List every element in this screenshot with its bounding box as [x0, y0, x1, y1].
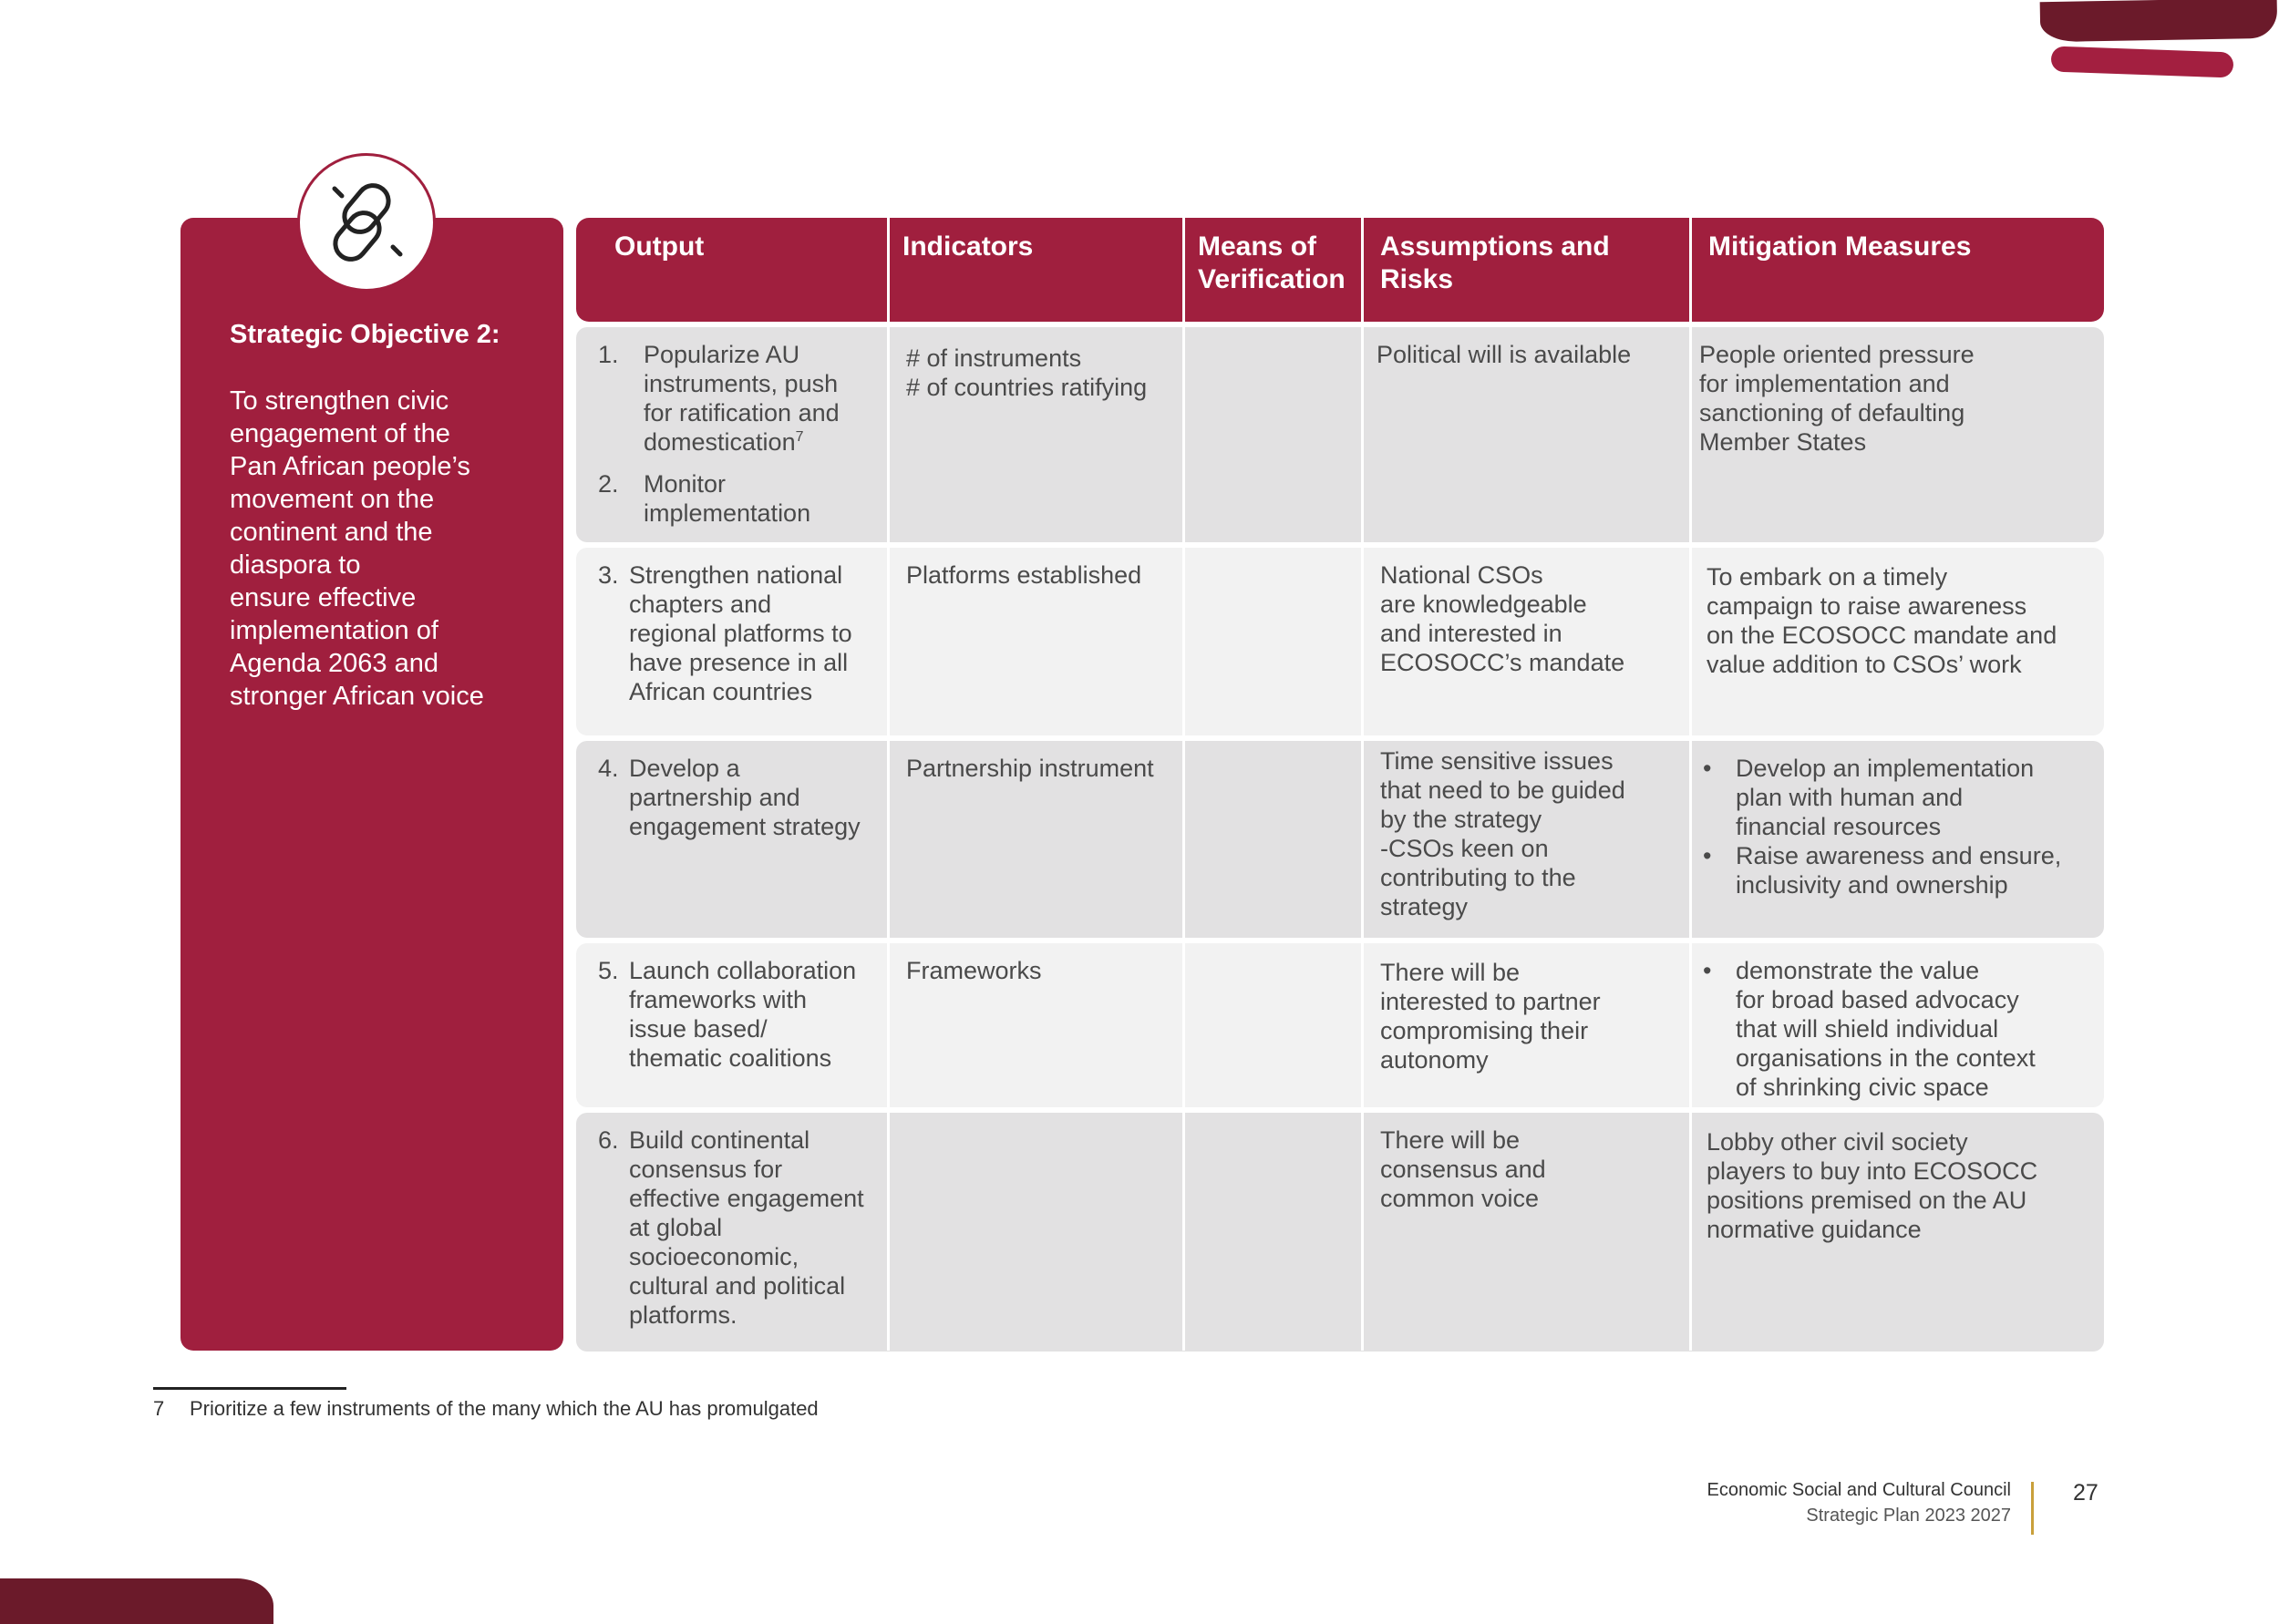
- table-row: [576, 327, 2104, 542]
- mitigation-cell: Lobby other civil society players to buy into ECOSOCC positions premised on the AU normative guidance: [1707, 1128, 2038, 1243]
- chain-link-icon: [297, 153, 436, 292]
- column-divider: [887, 218, 890, 1351]
- mitigation-bullet: Develop an implementation plan with human and financial resources: [1736, 755, 2035, 840]
- assumptions-cell: Political will is available: [1377, 341, 1632, 368]
- footnote-ref: 7: [795, 429, 804, 445]
- brush-stroke-top-red: [2051, 46, 2234, 78]
- indicators-cell: Frameworks: [906, 957, 1042, 984]
- indicators-cell: Platforms established: [906, 561, 1142, 589]
- output-text: [629, 956, 884, 1073]
- output-number: 5.: [598, 957, 619, 984]
- header-indicators: Indicators: [902, 231, 1034, 262]
- footnote-text: Prioritize a few instruments of the many which the AU has promulgated: [190, 1397, 819, 1420]
- objective-panel: [180, 218, 563, 1351]
- column-divider: [1361, 218, 1364, 1351]
- output-text-body: Build continental consensus for effective engagement at global socioeconomic, cultural and political platforms.: [629, 1126, 864, 1329]
- footer-divider: [2031, 1482, 2034, 1535]
- output-number: 4.: [598, 755, 619, 782]
- assumptions-cell: National CSOs are knowledgeable and interested in ECOSOCC’s mandate: [1380, 561, 1625, 676]
- output-text-body: Develop a partnership and engagement strategy: [629, 755, 861, 840]
- header-mitigation-measures: Mitigation Measures: [1708, 231, 1972, 262]
- header-assumptions-and-risks: Assumptions and Risks: [1380, 231, 1610, 294]
- table-row: [576, 548, 2104, 735]
- table-row: [576, 741, 2104, 938]
- output-text: [629, 754, 884, 841]
- bullet-icon: •: [1703, 842, 1712, 869]
- output-text-body: Strengthen national chapters and regional platforms to have presence in all African countries: [629, 561, 852, 705]
- output-text-body: Popularize AU instruments, push for ratification and domestication: [644, 341, 840, 456]
- column-divider: [1182, 218, 1185, 1351]
- output-number: 2.: [598, 470, 619, 498]
- output-text-body: Launch collaboration frameworks with issue based/ thematic coalitions: [629, 957, 857, 1072]
- indicators-cell: # of instruments # of countries ratifying: [906, 344, 1148, 401]
- mitigation-bullet: Raise awareness and ensure, inclusivity and ownership: [1736, 842, 2062, 899]
- output-number: 6.: [598, 1126, 619, 1154]
- output-text: [629, 560, 884, 706]
- assumptions-cell: There will be consensus and common voice: [1380, 1126, 1546, 1212]
- header-output: Output: [614, 231, 705, 262]
- table-row: [576, 1113, 2104, 1352]
- mitigation-bullet: demonstrate the value for broad based advocacy that will shield individual organisations in the context of shrinking civic space: [1736, 957, 2036, 1101]
- output-text: [644, 469, 899, 528]
- footer-org: Economic Social and Cultural Council: [1707, 1480, 2011, 1500]
- footnote-rule: [153, 1387, 346, 1390]
- bullet-icon: •: [1703, 755, 1712, 782]
- brush-stroke-bottom: [0, 1578, 273, 1624]
- objective-text: To strengthen civic engagement of the Pan African people’s movement on the continent and the diaspora to ensure effective implementation of Agenda 2063 and stronger African voice: [230, 386, 484, 711]
- header-means-of-verification: Means of Verification: [1198, 231, 1346, 294]
- footer-plan: Strategic Plan 2023 2027: [1806, 1506, 2011, 1526]
- footnote-number: 7: [153, 1397, 165, 1420]
- mitigation-cell: People oriented pressure for implementation and sanctioning of defaulting Member States: [1699, 341, 1975, 456]
- assumptions-cell: Time sensitive issues that need to be guided by the strategy -CSOs keen on contributing to the strategy: [1380, 747, 1625, 920]
- indicators-cell: Partnership instrument: [906, 755, 1154, 782]
- output-number: 3.: [598, 561, 619, 589]
- brush-stroke-top-dark: [2040, 0, 2278, 42]
- table-header: [576, 218, 2104, 322]
- table-row: [576, 943, 2104, 1107]
- column-divider: [1689, 218, 1692, 1351]
- assumptions-cell: There will be interested to partner compromising their autonomy: [1380, 959, 1601, 1074]
- bullet-icon: •: [1703, 957, 1712, 984]
- output-text: [644, 340, 899, 457]
- objective-title: Strategic Objective 2:: [230, 320, 500, 349]
- mitigation-cell: To embark on a timely campaign to raise awareness on the ECOSOCC mandate and value addition to CSOs’ work: [1707, 563, 2057, 678]
- page-number: 27: [2073, 1480, 2099, 1506]
- output-number: 1.: [598, 341, 619, 368]
- output-text-body: Monitor implementation: [644, 470, 811, 527]
- output-text: [629, 1125, 884, 1330]
